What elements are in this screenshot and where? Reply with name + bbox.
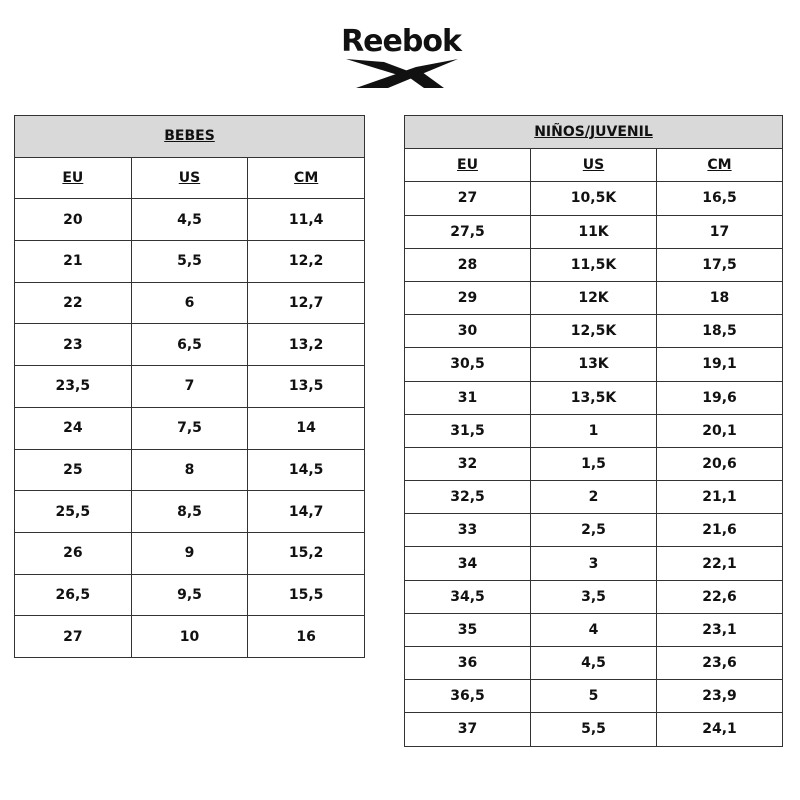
cell-eu: 23 (15, 324, 132, 366)
cell-eu: 20 (15, 199, 132, 241)
table-row (405, 215, 783, 248)
cell-eu: 27 (405, 182, 531, 215)
cell-eu: 26 (15, 532, 132, 574)
cell-cm: 23,1 (657, 613, 783, 646)
table-row (15, 199, 365, 241)
table-row (405, 514, 783, 547)
cell-us: 1 (531, 414, 657, 447)
ninos-header-row (405, 149, 783, 182)
table-row (405, 182, 783, 215)
cell-us: 5 (531, 680, 657, 713)
table-row (15, 532, 365, 574)
cell-cm: 15,2 (248, 532, 365, 574)
cell-cm: 23,6 (657, 647, 783, 680)
cell-us: 3,5 (531, 580, 657, 613)
cell-us: 12,5K (531, 315, 657, 348)
cell-us: 1,5 (531, 447, 657, 480)
table-row (15, 407, 365, 449)
cell-cm: 20,6 (657, 447, 783, 480)
table-row (15, 491, 365, 533)
table-row (405, 248, 783, 281)
ninos-col-eu: EU (405, 149, 531, 182)
cell-eu: 31,5 (405, 414, 531, 447)
cell-eu: 28 (405, 248, 531, 281)
cell-us: 5,5 (531, 713, 657, 746)
cell-cm: 13,5 (248, 366, 365, 408)
cell-us: 12K (531, 281, 657, 314)
cell-eu: 29 (405, 281, 531, 314)
table-row (15, 449, 365, 491)
cell-us: 6,5 (131, 324, 248, 366)
cell-cm: 14 (248, 407, 365, 449)
cell-us: 8,5 (131, 491, 248, 533)
cell-us: 3 (531, 547, 657, 580)
cell-eu: 25 (15, 449, 132, 491)
cell-cm: 18,5 (657, 315, 783, 348)
cell-us: 4 (531, 613, 657, 646)
table-row (15, 574, 365, 616)
cell-cm: 13,2 (248, 324, 365, 366)
cell-cm: 12,2 (248, 241, 365, 283)
cell-eu: 22 (15, 282, 132, 324)
cell-cm: 19,1 (657, 348, 783, 381)
cell-eu: 23,5 (15, 366, 132, 408)
cell-cm: 21,6 (657, 514, 783, 547)
cell-us: 6 (131, 282, 248, 324)
cell-eu: 31 (405, 381, 531, 414)
cell-cm: 16 (248, 616, 365, 658)
ninos-title: NIÑOS/JUVENIL (405, 116, 783, 149)
bebes-header-row (15, 157, 365, 199)
cell-eu: 21 (15, 241, 132, 283)
ninos-juvenil-size-table (404, 115, 783, 747)
cell-eu: 35 (405, 613, 531, 646)
cell-us: 9 (131, 532, 248, 574)
cell-eu: 24 (15, 407, 132, 449)
table-row (15, 241, 365, 283)
cell-cm: 17 (657, 215, 783, 248)
cell-eu: 36 (405, 647, 531, 680)
cell-cm: 18 (657, 281, 783, 314)
cell-cm: 19,6 (657, 381, 783, 414)
table-row (405, 281, 783, 314)
bebes-col-us: US (131, 157, 248, 199)
cell-us: 10 (131, 616, 248, 658)
cell-us: 8 (131, 449, 248, 491)
reebok-vector-logo-icon (346, 58, 458, 88)
table-row (15, 324, 365, 366)
table-row (15, 366, 365, 408)
cell-cm: 16,5 (657, 182, 783, 215)
cell-eu: 34 (405, 547, 531, 580)
table-row (405, 348, 783, 381)
cell-eu: 33 (405, 514, 531, 547)
cell-us: 11K (531, 215, 657, 248)
cell-eu: 27 (15, 616, 132, 658)
table-row (405, 613, 783, 646)
ninos-col-us: US (531, 149, 657, 182)
cell-cm: 22,6 (657, 580, 783, 613)
cell-us: 11,5K (531, 248, 657, 281)
table-row (15, 282, 365, 324)
cell-eu: 27,5 (405, 215, 531, 248)
brand-logo (336, 26, 466, 92)
cell-us: 2,5 (531, 514, 657, 547)
cell-us: 7,5 (131, 407, 248, 449)
cell-cm: 12,7 (248, 282, 365, 324)
cell-us: 13K (531, 348, 657, 381)
cell-us: 9,5 (131, 574, 248, 616)
cell-us: 13,5K (531, 381, 657, 414)
cell-eu: 30,5 (405, 348, 531, 381)
cell-eu: 26,5 (15, 574, 132, 616)
cell-eu: 32,5 (405, 481, 531, 514)
table-row (405, 447, 783, 480)
bebes-col-cm: CM (248, 157, 365, 199)
ninos-col-cm: CM (657, 149, 783, 182)
table-row (405, 481, 783, 514)
cell-cm: 21,1 (657, 481, 783, 514)
brand-wordmark: Reebok (341, 24, 461, 59)
cell-us: 7 (131, 366, 248, 408)
cell-us: 2 (531, 481, 657, 514)
cell-us: 4,5 (531, 647, 657, 680)
bebes-col-eu: EU (15, 157, 132, 199)
cell-cm: 22,1 (657, 547, 783, 580)
bebes-title: BEBES (15, 116, 365, 158)
cell-cm: 14,5 (248, 449, 365, 491)
table-row (405, 381, 783, 414)
table-row (405, 680, 783, 713)
cell-cm: 20,1 (657, 414, 783, 447)
table-row (405, 547, 783, 580)
cell-eu: 30 (405, 315, 531, 348)
cell-eu: 36,5 (405, 680, 531, 713)
cell-eu: 32 (405, 447, 531, 480)
cell-cm: 23,9 (657, 680, 783, 713)
cell-us: 4,5 (131, 199, 248, 241)
cell-cm: 24,1 (657, 713, 783, 746)
table-row (405, 580, 783, 613)
cell-cm: 17,5 (657, 248, 783, 281)
table-row (405, 315, 783, 348)
table-row (405, 647, 783, 680)
cell-cm: 11,4 (248, 199, 365, 241)
cell-cm: 14,7 (248, 491, 365, 533)
bebes-size-table (14, 115, 365, 658)
table-row (15, 616, 365, 658)
cell-cm: 15,5 (248, 574, 365, 616)
cell-us: 5,5 (131, 241, 248, 283)
table-row (405, 713, 783, 746)
cell-us: 10,5K (531, 182, 657, 215)
cell-eu: 37 (405, 713, 531, 746)
table-row (405, 414, 783, 447)
cell-eu: 34,5 (405, 580, 531, 613)
cell-eu: 25,5 (15, 491, 132, 533)
